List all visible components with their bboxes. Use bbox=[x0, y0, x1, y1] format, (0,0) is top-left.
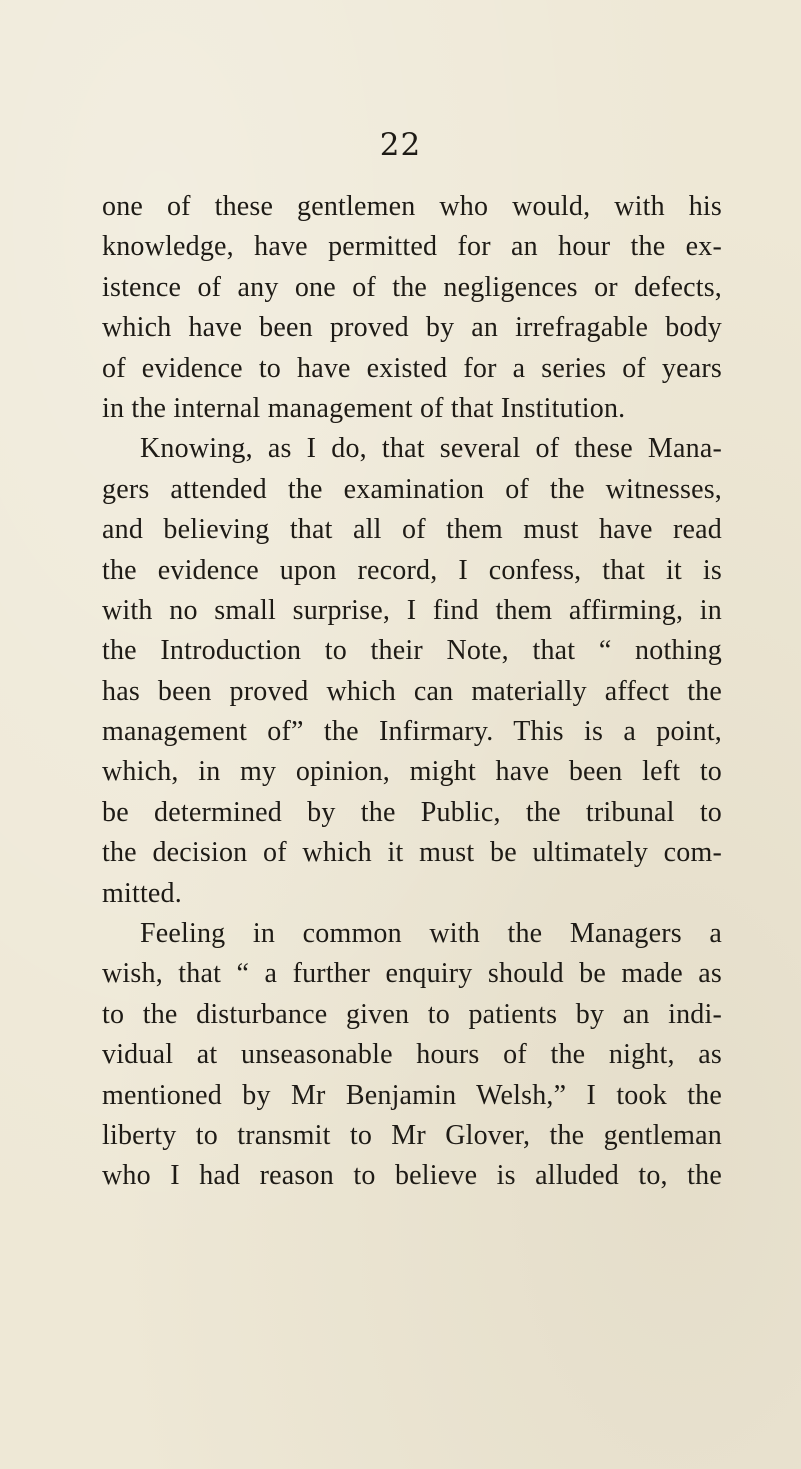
text-line: be determined by the Public, the tribunal to bbox=[102, 796, 722, 828]
text-line: one of these gentlemen who would, with his bbox=[102, 191, 722, 222]
text-line: with no small surprise, I find them affirming, in bbox=[102, 594, 722, 626]
text-line: who I had reason to believe is alluded to, the bbox=[102, 1160, 722, 1192]
text-line: Knowing, as I do, that several of these Mana- bbox=[140, 433, 722, 465]
text-line: istence of any one of the negligences or defects, bbox=[102, 271, 722, 303]
page-number: 22 bbox=[379, 127, 422, 163]
text-line: which have been proved by an irrefragable body bbox=[102, 312, 722, 344]
text-line: gers attended the examination of the witnesses, bbox=[102, 473, 722, 505]
text-line: mitted. bbox=[102, 877, 182, 909]
text-line: vidual at unseasonable hours of the night, as bbox=[102, 1039, 722, 1071]
text-line: mentioned by Mr Benjamin Welsh,” I took the bbox=[102, 1079, 722, 1111]
text-line: the evidence upon record, I confess, that it is bbox=[102, 554, 722, 586]
text-line: management of” the Infirmary. This is a point, bbox=[102, 716, 722, 748]
text-line: the Introduction to their Note, that “ nothing bbox=[102, 635, 722, 667]
text-line: the decision of which it must be ultimately com- bbox=[102, 837, 722, 869]
text-line: to the disturbance given to patients by an indi- bbox=[102, 998, 722, 1030]
text-line: and believing that all of them must have read bbox=[102, 514, 722, 546]
text-line: liberty to transmit to Mr Glover, the gentleman bbox=[102, 1119, 722, 1151]
text-line: of evidence to have existed for a series of years bbox=[102, 352, 722, 384]
text-line: has been proved which can materially affect the bbox=[102, 675, 722, 707]
body-text bbox=[102, 187, 722, 1197]
text-line: Feeling in common with the Managers a bbox=[140, 918, 722, 950]
text-line: in the internal management of that Institution. bbox=[102, 392, 626, 424]
text-line: wish, that “ a further enquiry should be made as bbox=[102, 958, 722, 990]
text-line: which, in my opinion, might have been left to bbox=[102, 756, 722, 788]
text-line: knowledge, have permitted for an hour the ex- bbox=[102, 231, 722, 263]
